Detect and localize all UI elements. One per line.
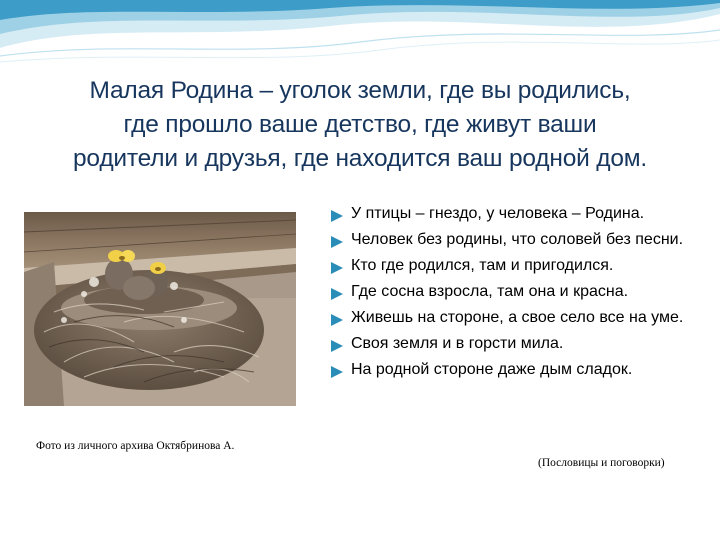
- proverb-list: [330, 204, 700, 386]
- proverb-text: Живешь на стороне, а свое село все на уме.: [351, 309, 684, 326]
- proverbs-source: (Пословицы и поговорки): [538, 457, 665, 469]
- bullet-arrow-icon: [331, 262, 343, 274]
- bullet-arrow-icon: [331, 366, 343, 378]
- proverb-text: Где сосна взросла, там она и красна.: [351, 283, 629, 300]
- proverb-item: [330, 230, 700, 249]
- title-line-2: где прошло ваше детство, где живут ваши: [123, 111, 597, 138]
- proverb-text: Своя земля и в горсти мила.: [351, 335, 564, 352]
- proverb-text: У птицы – гнездо, у человека – Родина.: [351, 205, 645, 222]
- proverb-item: [330, 308, 700, 327]
- title-line-1: Малая Родина – уголок земли, где вы родились,: [89, 77, 631, 104]
- proverb-text: Человек без родины, что соловей без песни.: [351, 231, 684, 248]
- proverb-text: На родной стороне даже дым сладок.: [351, 361, 633, 378]
- proverb-item: [330, 334, 700, 353]
- photo-caption: Фото из личного архива Октябринова А.: [36, 440, 235, 452]
- bullet-arrow-icon: [331, 314, 343, 326]
- bullet-arrow-icon: [331, 210, 343, 222]
- nest-photo: [24, 212, 296, 406]
- bullet-arrow-icon: [331, 236, 343, 248]
- proverb-item: [330, 256, 700, 275]
- slide-title: [30, 74, 690, 176]
- bullet-arrow-icon: [331, 288, 343, 300]
- title-line-3: родители и друзья, где находится ваш родной дом.: [73, 145, 647, 172]
- proverb-item: [330, 282, 700, 301]
- proverb-item: [330, 204, 700, 223]
- bullet-arrow-icon: [331, 340, 343, 352]
- proverb-item: [330, 360, 700, 379]
- header-wave-decoration: [0, 0, 720, 70]
- proverb-text: Кто где родился, там и пригодился.: [351, 257, 614, 274]
